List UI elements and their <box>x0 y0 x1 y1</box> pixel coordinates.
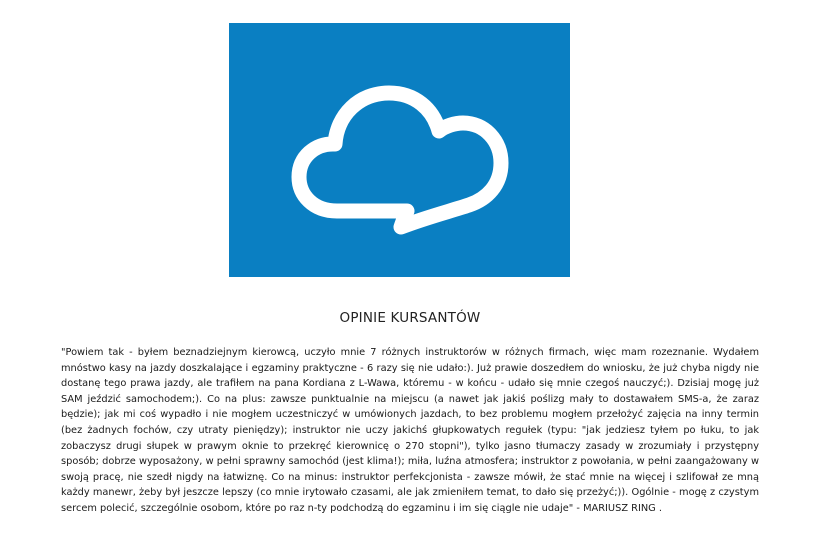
section-title: OPINIE KURSANTÓW <box>339 310 481 326</box>
cloud-chat-icon <box>229 23 570 277</box>
testimonial-text: "Powiem tak - byłem beznadziejnym kierowcą, uczyło mnie 7 różnych instruktorów w różnych firmach, więc mam rozeznanie. Wydałem mnóstwo kasy na jazdy doszkalające i egzaminy praktyczne - 6 razy się nie udało:). Już prawie doszedłem do wniosku, że już chyba nigdy nie dostanę tego prawa jazdy, ale trafiłem na pana Kordiana z L-Wawa, któremu - w końcu - udało się mnie czegoś nauczyć;). Dzisiaj mogę już SAM jeździć samochodem;). Co na plus: zawsze punktualnie na miejscu (a nawet jak jakiś poślizg mały to dostawałem SMS-a, że zaraz będzie); jak mi coś wypadło i nie mogłem uczestniczyć w umówionych jazdach, to bez problemu mogłem przełożyć zajęcia na inny termin (bez żadnych fochów, czy utraty pieniędzy); instruktor nie uczy jakichś głupkowatych regułek (typu: "jak jedziesz tyłem po łuku, to jak zobaczysz drugi słupek w prawym oknie to przekręć kierownicę o 270 stopni"), tylko jasno tłumaczy zasady w zrozumiały i przystępny sposób; dobrze wyposażony, w pełni sprawny samochód (jest klima!); miła, luźna atmosfera; instruktor z powołania, w pełni zaangażowany w swoją pracę, nie szedł nigdy na łatwiznę. Co na minus: instruktor perfekcjonista - zawsze mówił, że stać mnie na więcej i szlifował ze mną każdy manewr, żeby był jeszcze lepszy (co mnie irytowało czasami, ale jak zmieniłem temat, to dało się przeżyć;)). Ogólnie - mogę z czystym sercem polecić, szczególnie osobom, które po raz n-ty podchodzą do egzaminu i im się ciągle nie udaje" - MARIUSZ RING . <box>61 347 759 514</box>
cloud-logo <box>229 23 570 277</box>
